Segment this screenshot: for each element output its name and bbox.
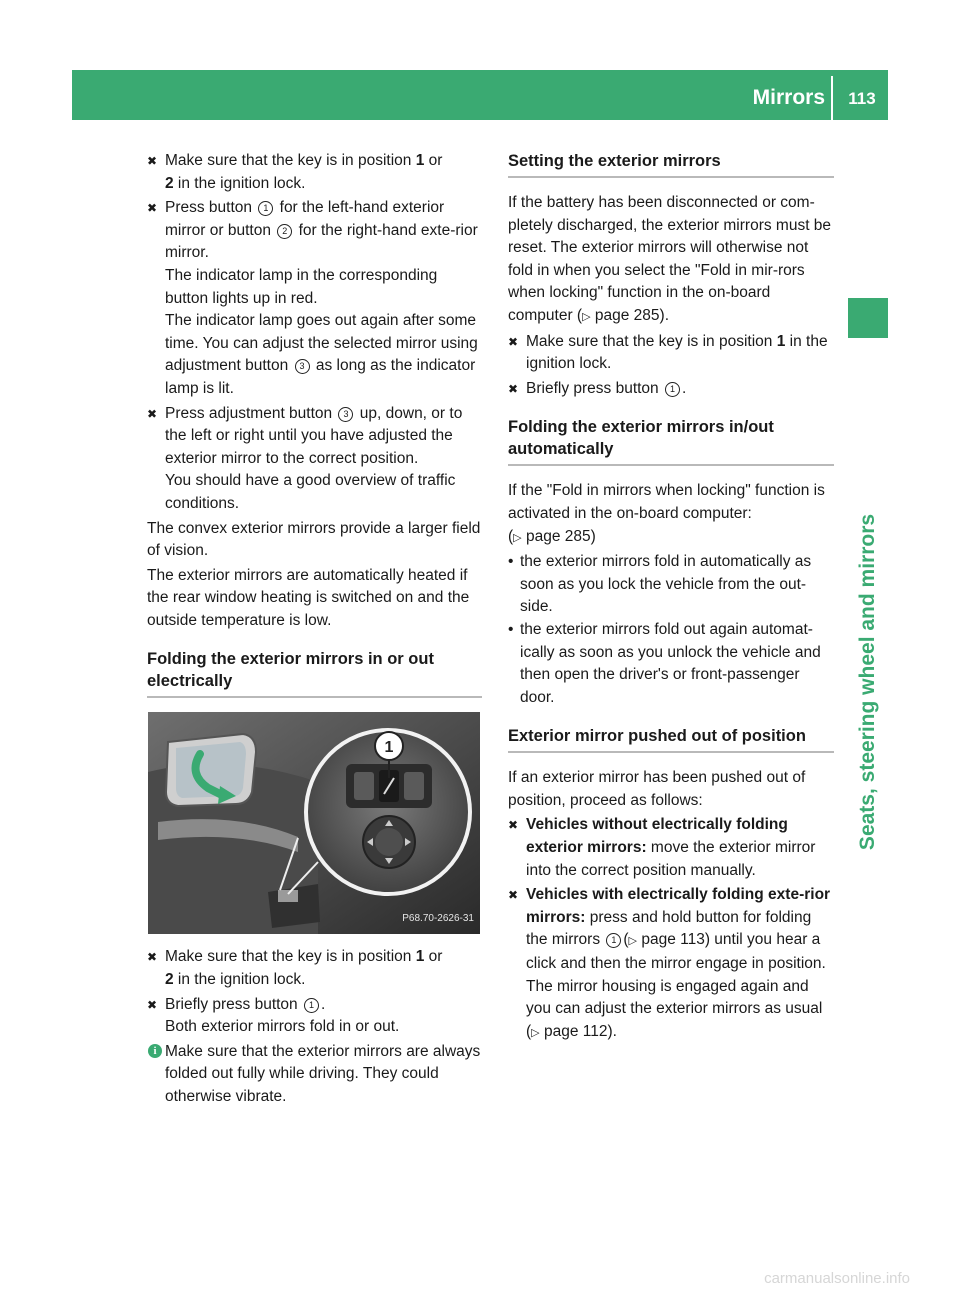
footer-watermark[interactable]: carmanualsonline.info: [764, 1270, 910, 1287]
figure-code: P68.70-2626-31: [402, 912, 474, 924]
paragraph: If an exterior mirror has been pushed out of position, proceed as follows:: [508, 769, 806, 809]
step-manual: ✖ Vehicles without electrically folding exterior mirrors: move the exterior mirror into the correct position manually.: [508, 816, 816, 879]
section-heading: Folding the exterior mirrors in/out automatically: [508, 416, 834, 466]
step-key-position: ✖ Make sure that the key is in position 1 or 2 in the ignition lock.: [147, 948, 443, 989]
left-column: [147, 150, 482, 1109]
car-interior-illustration: [148, 712, 480, 934]
page-ref[interactable]: page 113: [641, 931, 705, 949]
callout-1-icon: 1: [258, 201, 273, 216]
step-arrow-icon: ✖: [147, 997, 158, 1012]
step-key-position: ✖ Make sure that the key is in position 1 in the ignition lock.: [508, 332, 828, 373]
callout-3-icon: 3: [295, 359, 310, 374]
header-divider: [831, 76, 833, 120]
section-heading: Setting the exterior mirrors: [508, 150, 834, 178]
section-heading: Exterior mirror pushed out of position: [508, 725, 834, 753]
step-result: The indicator lamp in the corresponding button lights up in red.: [165, 266, 438, 307]
step-arrow-icon: ✖: [508, 334, 519, 349]
page-ref[interactable]: page 285: [594, 306, 660, 324]
page-number: 113: [848, 89, 876, 108]
side-tab-marker: [848, 298, 888, 338]
paragraph: The exterior mirrors are automatically heated if the rear window heating is switched on and the outside temperature is low.: [147, 566, 470, 629]
callout-1-icon: 1: [606, 933, 621, 948]
callout-1-icon: 1: [304, 998, 319, 1013]
page-ref-arrow-icon: ▷: [582, 310, 591, 323]
step-arrow-icon: ✖: [147, 154, 158, 168]
page-ref[interactable]: page 285: [525, 527, 591, 545]
step-result: Both exterior mirrors fold in or out.: [165, 1018, 400, 1036]
page-ref-arrow-icon: ▷: [531, 1026, 540, 1039]
callout-1-icon: 1: [665, 382, 680, 397]
mirror-switch-figure: [148, 712, 480, 934]
step-press-button: ✖ Briefly press button 1 .: [508, 378, 834, 401]
paragraph: If the battery has been disconnected or com-pletely discharged, the exterior mirrors must be reset. The exterior mirrors will otherwise not fold in when you select the "Fold in mir-rors when locking" function in the on-board computer (▷ page 285).: [508, 194, 832, 324]
step-press-button: ✖ Briefly press button 1 . Both exterior mirrors fold in or out.: [147, 994, 482, 1039]
side-tab-label: Seats, steering wheel and mirrors: [856, 513, 879, 851]
step-press-button: ✖ Press button 1 for the left-hand exterior mirror or button 2 for the right-hand exte-rior mirror. The indicator lamp in the corresponding button lights up in red. The indicator lamp goes out again after some time. You can adjust the selected mirror using adjustment button 3 as long as the indicator lamp is lit.: [147, 197, 482, 400]
step-arrow-icon: ✖: [508, 818, 519, 833]
step-arrow-icon: ✖: [147, 950, 158, 965]
callout-2-icon: 2: [277, 224, 292, 239]
step-arrow-icon: ✖: [508, 888, 519, 903]
callout-3-icon: 3: [338, 407, 353, 422]
step-adjust: ✖ Press adjustment button 3 up, down, or to the left or right until you have adjusted the exterior mirror to the correct position. You should have a good overview of traffic conditions.: [147, 403, 482, 516]
page-ref-arrow-icon: ▷: [513, 531, 522, 544]
figure-callout-1: 1: [384, 739, 394, 757]
page-ref[interactable]: page 112: [543, 1022, 608, 1040]
step-result: You should have a good overview of traffic conditions.: [165, 472, 456, 512]
info-note: i Make sure that the exterior mirrors are always folded out fully while driving. They could otherwise vibrate.: [147, 1041, 482, 1109]
step-arrow-icon: ✖: [147, 406, 158, 421]
step-arrow-icon: ✖: [508, 381, 519, 396]
page-ref-arrow-icon: ▷: [628, 935, 638, 948]
step-arrow-icon: ✖: [147, 201, 158, 216]
step-electric: ✖ Vehicles with electrically folding exte-rior mirrors: press and hold button for folding the mirrors 1 (▷ page 113) until you hear a click and then the mirror engage in position. The mirror housing is engaged again and you can adjust the exterior mirrors as usual (▷ page 112).: [508, 884, 834, 1044]
info-icon: i: [148, 1044, 162, 1058]
step-result: The mirror housing is engaged again and you can adjust the exterior mirrors as usual (▷ page 112).: [526, 977, 823, 1040]
list-item: • the exterior mirrors fold in automatically as soon as you lock the vehicle from the out-side.: [508, 553, 812, 616]
paragraph: If the "Fold in mirrors when locking" function is activated in the on-board computer: (▷ page 285): [508, 482, 825, 545]
step-result: The indicator lamp goes out again after some time. You can adjust the selected mirror using adjustment button 3 as long as the indicator lamp is lit.: [165, 312, 478, 397]
section-heading: Folding the exterior mirrors in or out electrically: [147, 648, 482, 698]
paragraph: The convex exterior mirrors provide a larger field of vision.: [147, 519, 481, 560]
list-item: • the exterior mirrors fold out again automat-ically as soon as you unlock the vehicle and then open the driver's or front-passenger door.: [508, 620, 821, 706]
section-title: Mirrors: [752, 86, 825, 109]
right-column: [508, 150, 834, 1046]
step-key-position: ✖ Make sure that the key is in position 1 or 2 in the ignition lock.: [147, 152, 443, 192]
